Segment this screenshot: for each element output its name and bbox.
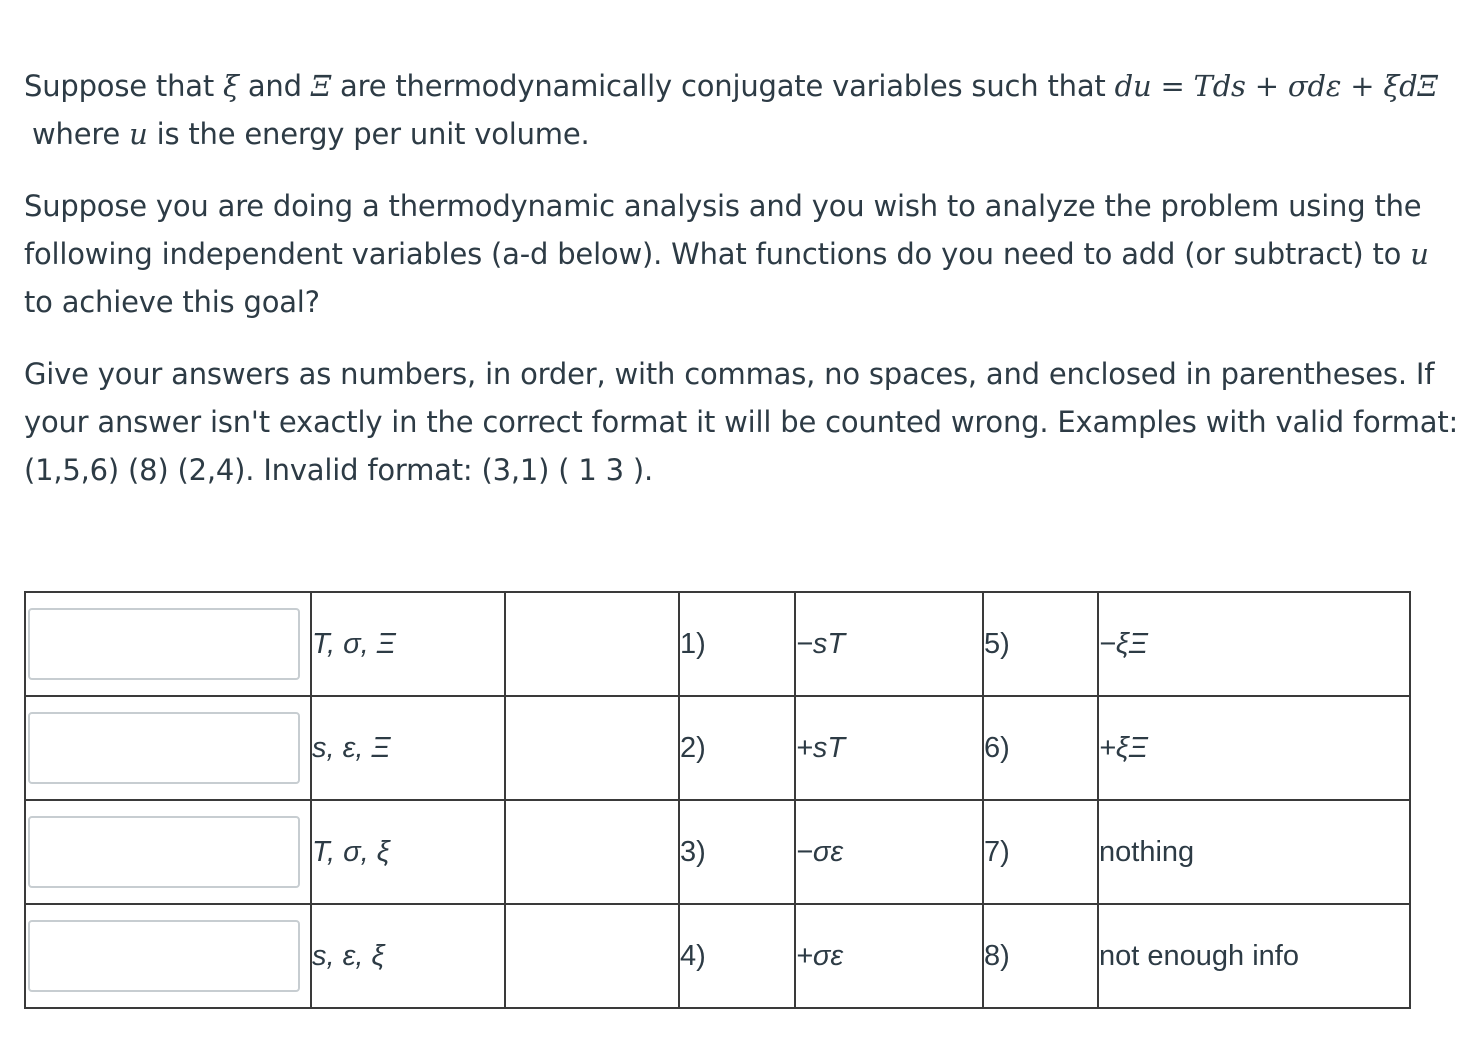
option-number: 2) [679, 696, 795, 800]
question-intro [24, 62, 1464, 158]
option-function: +σε [795, 904, 983, 1008]
xi-symbol: ξ [223, 69, 239, 103]
table-row [25, 592, 1410, 696]
option-number: 8) [983, 904, 1098, 1008]
u-symbol: u [129, 117, 148, 151]
table-row [25, 800, 1410, 904]
task-text: to achieve this goal? [24, 285, 320, 319]
option-number: 4) [679, 904, 795, 1008]
intro-text: Suppose that [24, 69, 224, 103]
answer-format-instructions: Give your answers as numbers, in order, with commas, no spaces, and enclosed in parentheses. If your answer isn't exactly in the correct format it will be counted wrong. Examples with valid format: (1,5,6) (8) (2,4). Invalid format: (3,1) ( 1 3 ). [24, 357, 1459, 487]
blank-cell [505, 696, 679, 800]
answer-cell [25, 904, 311, 1008]
answer-input-d[interactable] [28, 920, 300, 992]
answer-input-b[interactable] [28, 712, 300, 784]
option-number: 6) [983, 696, 1098, 800]
independent-variables: s, ε, ξ [311, 904, 505, 1008]
intro-text: is the energy per unit volume. [147, 117, 590, 151]
independent-variables: T, σ, ξ [311, 800, 505, 904]
intro-text: are thermodynamically conjugate variables such that [331, 69, 1115, 103]
table-row [25, 904, 1410, 1008]
question-task [24, 182, 1464, 326]
option-text: not enough info [1098, 904, 1410, 1008]
answer-cell [25, 800, 311, 904]
energy-equation: du = Tds + σdε + ξdΞ [1114, 69, 1438, 103]
option-function: +sT [795, 696, 983, 800]
answer-input-c[interactable] [28, 816, 300, 888]
blank-cell [505, 800, 679, 904]
blank-cell [505, 904, 679, 1008]
option-function: −σε [795, 800, 983, 904]
independent-variables: s, ε, Ξ [311, 696, 505, 800]
answer-cell [25, 696, 311, 800]
option-number: 7) [983, 800, 1098, 904]
intro-text: and [238, 69, 311, 103]
option-function: +ξΞ [1098, 696, 1410, 800]
table-body [25, 592, 1410, 1008]
option-number: 3) [679, 800, 795, 904]
option-function: −ξΞ [1098, 592, 1410, 696]
independent-variables: T, σ, Ξ [311, 592, 505, 696]
question-body [24, 62, 1464, 518]
matching-table [24, 591, 1411, 1009]
intro-text: where [32, 117, 130, 151]
table-row [25, 696, 1410, 800]
option-number: 5) [983, 592, 1098, 696]
answer-cell [25, 592, 311, 696]
task-text: Suppose you are doing a thermodynamic analysis and you wish to analyze the problem using the following independent variables (a-d below). What functions do you need to add (or subtract) to [24, 189, 1422, 271]
option-text: nothing [1098, 800, 1410, 904]
intro-line-2 [24, 110, 1464, 158]
u-symbol: u [1410, 237, 1429, 271]
answer-input-a[interactable] [28, 608, 300, 680]
blank-cell [505, 592, 679, 696]
option-function: −sT [795, 592, 983, 696]
option-number: 1) [679, 592, 795, 696]
Xi-symbol: Ξ [310, 69, 332, 103]
